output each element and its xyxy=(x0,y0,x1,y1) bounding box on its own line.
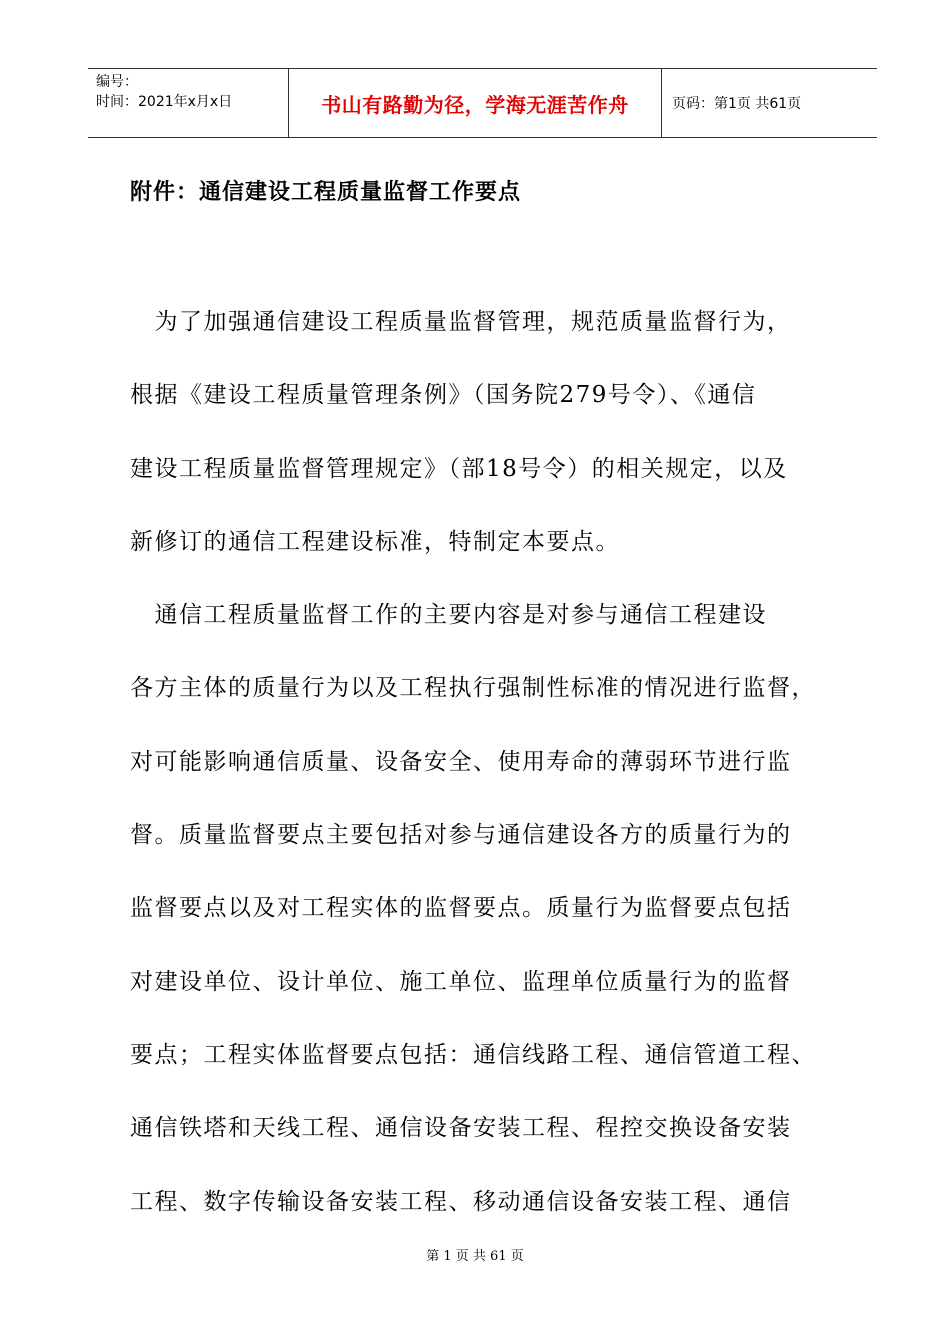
body-line: 督。质量监督要点主要包括对参与通信建设各方的质量行为的 xyxy=(130,822,792,849)
number-label: 编号： xyxy=(96,74,138,90)
page-footer: 第 1 页 共 61 页 xyxy=(426,1249,524,1264)
body-line: 对建设单位、设计单位、施工单位、监理单位质量行为的监督 xyxy=(130,968,792,995)
body-line: 要点；工程实体监督要点包括：通信线路工程、通信管道工程、 xyxy=(130,1041,816,1068)
page-label: 页码：第1页 共61页 xyxy=(672,96,802,112)
header-page-cell xyxy=(662,69,877,137)
body-line: 各方主体的质量行为以及工程执行强制性标准的情况进行监督， xyxy=(130,675,816,702)
body-line: 为了加强通信建设工程质量监督管理，规范质量监督行为， xyxy=(130,309,792,335)
body-line: 通信铁塔和天线工程、通信设备安装工程、程控交换设备安装 xyxy=(130,1115,792,1142)
time-label: 时间：2021年x月x日 xyxy=(96,94,233,110)
document-body xyxy=(130,286,850,1239)
body-line: 监督要点以及对工程实体的监督要点。质量行为监督要点包括 xyxy=(130,895,792,922)
header-meta xyxy=(88,69,288,137)
body-line: 通信工程质量监督工作的主要内容是对参与通信工程建设 xyxy=(130,602,767,629)
header-motto-cell xyxy=(288,69,662,137)
motto-text: 书山有路勤为径，学海无涯苦作舟 xyxy=(321,92,629,117)
body-line: 工程、数字传输设备安装工程、移动通信设备安装工程、通信 xyxy=(130,1188,792,1215)
document-title: 附件：通信建设工程质量监督工作要点 xyxy=(130,180,522,205)
body-line: 建设工程质量监督管理规定》（部18号令）的相关规定，以及 xyxy=(130,455,788,482)
body-line: 对可能影响通信质量、设备安全、使用寿命的薄弱环节进行监 xyxy=(130,748,792,775)
page-header xyxy=(88,68,877,138)
body-line: 新修订的通信工程建设标准，特制定本要点。 xyxy=(130,528,620,555)
body-line: 根据《建设工程质量管理条例》（国务院279号令）、《通信 xyxy=(130,382,757,409)
